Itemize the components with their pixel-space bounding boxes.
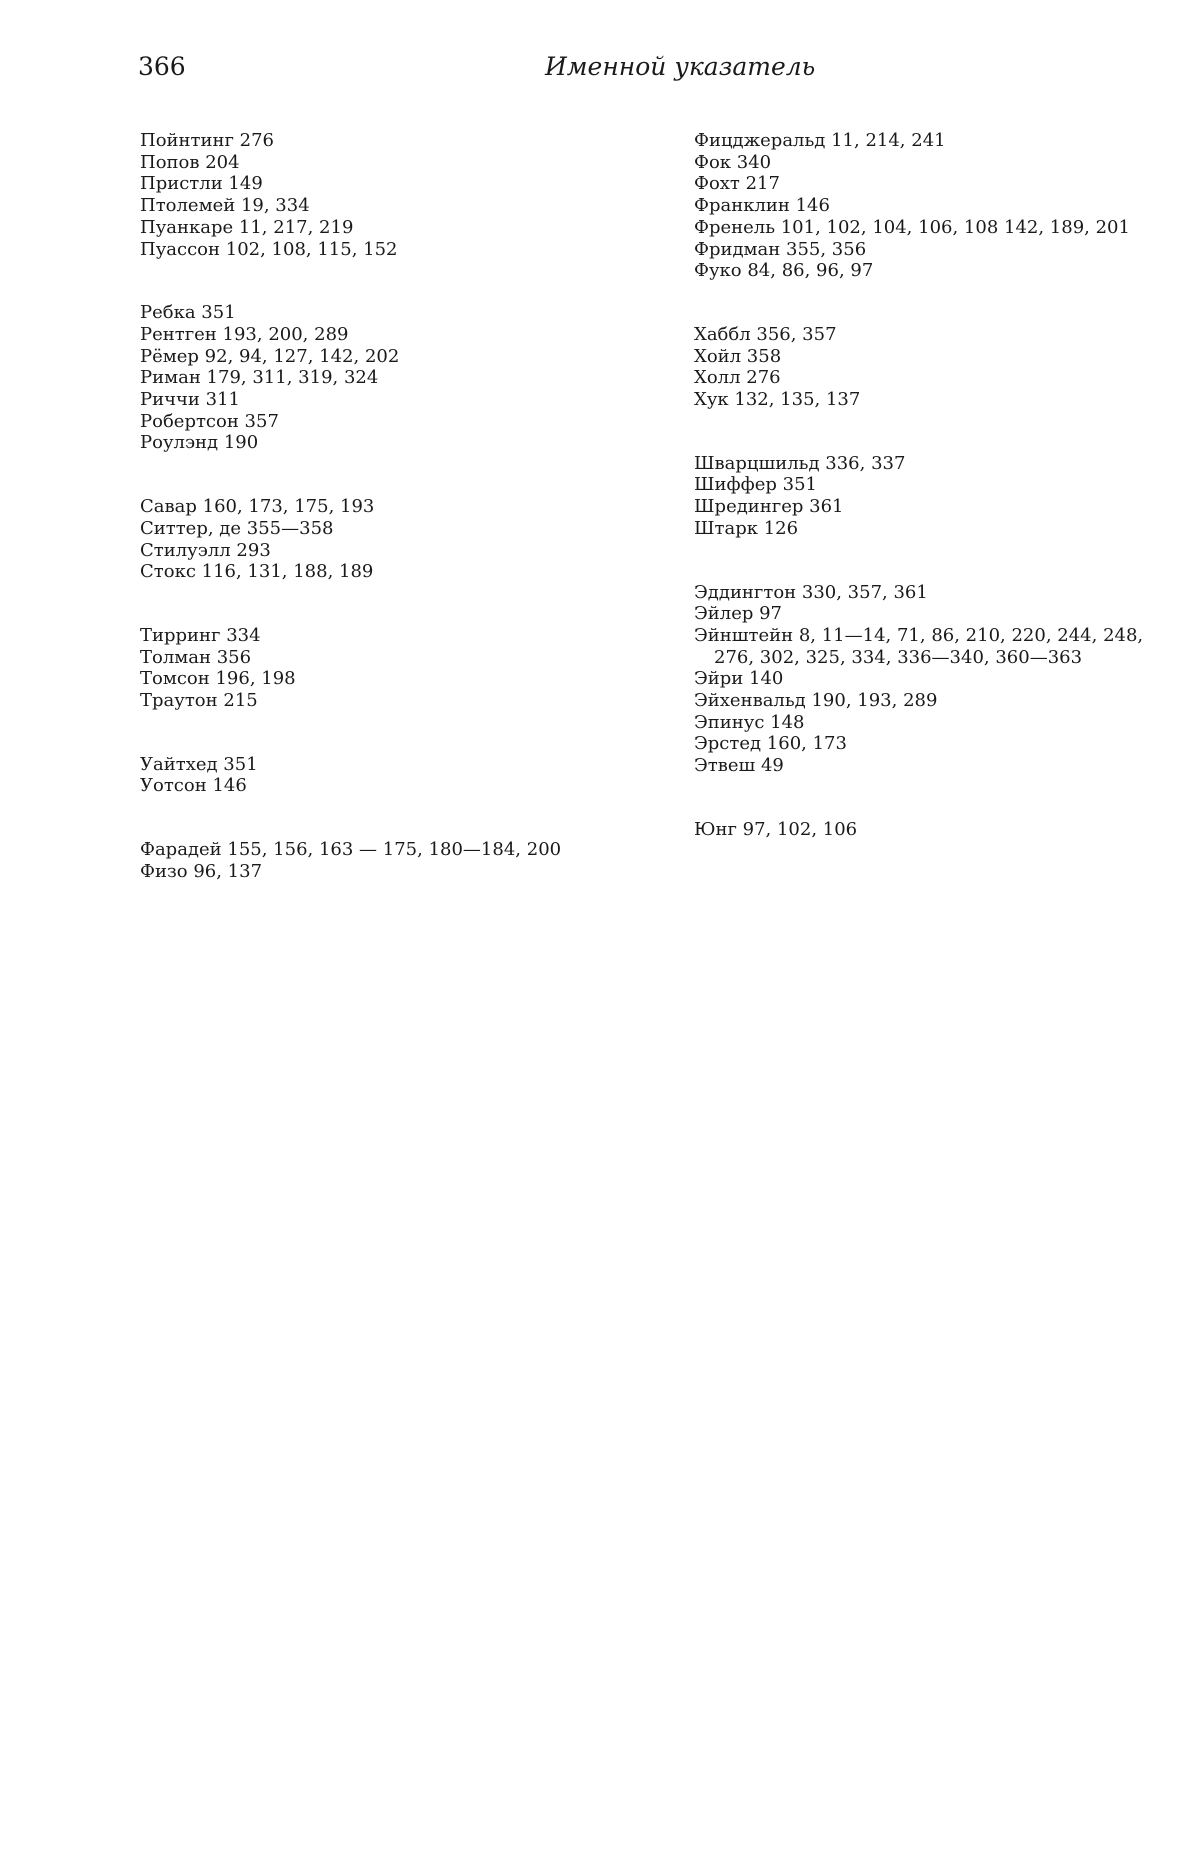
- index-entry: Фуко 84, 86, 96, 97: [694, 260, 874, 282]
- index-entry: Эйхенвальд 190, 193, 289: [694, 690, 938, 712]
- index-group: [694, 130, 1174, 282]
- page-number: 366: [138, 52, 186, 81]
- index-group: [140, 496, 620, 583]
- index-group: [140, 754, 620, 797]
- index-entry: Хаббл 356, 357: [694, 323, 837, 345]
- index-entry: Юнг 97, 102, 106: [694, 818, 858, 840]
- index-entry: Пристли 149: [140, 173, 263, 195]
- index-entry: Риман 179, 311, 319, 324: [140, 367, 379, 389]
- index-entry: Фохт 217: [694, 173, 780, 195]
- index-entry: Рёмер 92, 94, 127, 142, 202: [140, 345, 400, 367]
- index-entry: Фридман 355, 356: [694, 238, 867, 260]
- index-group: [694, 324, 1174, 411]
- index-entry: Савар 160, 173, 175, 193: [140, 496, 375, 518]
- index-group: [694, 453, 1174, 540]
- index-entry: Траутон 215: [140, 690, 258, 712]
- index-group: [140, 130, 620, 260]
- index-entry: Рентген 193, 200, 289: [140, 323, 349, 345]
- index-column-right: [694, 130, 1174, 883]
- index-entry: Этвеш 49: [694, 755, 784, 777]
- index-entry: Птолемей 19, 334: [140, 195, 310, 217]
- index-entry: Френель 101, 102, 104, 106, 108 142, 189, 201: [694, 216, 1130, 238]
- index-entry: Хук 132, 135, 137: [694, 389, 861, 411]
- index-entry: Пуассон 102, 108, 115, 152: [140, 238, 398, 260]
- index-entry: Толман 356: [140, 646, 252, 668]
- index-entry: Уайтхед 351: [140, 753, 258, 775]
- index-entry: Пуанкаре 11, 217, 219: [140, 216, 354, 238]
- index-column-left: [140, 130, 620, 925]
- index-entry: Пойнтинг 276: [140, 130, 274, 151]
- index-group: [140, 302, 620, 454]
- index-entry: Штарк 126: [694, 517, 799, 539]
- index-entry: Стилуэлл 293: [140, 539, 271, 561]
- index-entry: Эддингтон 330, 357, 361: [694, 581, 928, 603]
- index-entry: Робертсон 357: [140, 410, 279, 432]
- index-entry: Фарадей 155, 156, 163 — 175, 180—184, 200: [140, 839, 562, 861]
- index-entry: Шварцшильд 336, 337: [694, 452, 906, 474]
- index-entry: Шиффер 351: [694, 474, 817, 496]
- index-entry: Стокс 116, 131, 188, 189: [140, 561, 374, 583]
- index-entry: Попов 204: [140, 151, 240, 173]
- index-entry: Ситтер, де 355—358: [140, 517, 334, 539]
- index-entry: Эпинус 148: [694, 711, 805, 733]
- index-entry: Эйри 140: [694, 668, 784, 690]
- page-header: [138, 52, 1018, 92]
- index-group: [694, 819, 1174, 841]
- index-entry: Томсон 196, 198: [140, 668, 296, 690]
- index-entry: Франклин 146: [694, 195, 830, 217]
- index-entry: Риччи 311: [140, 389, 240, 411]
- running-head: Именной указатель: [545, 52, 816, 81]
- index-entry: Холл 276: [694, 367, 781, 389]
- index-entry: Уотсон 146: [140, 775, 247, 797]
- index-group: [694, 582, 1174, 777]
- index-entry: Эйлер 97: [694, 603, 783, 625]
- index-group: [140, 625, 620, 712]
- index-entry: Эрстед 160, 173: [694, 733, 847, 755]
- index-entry: Эйнштейн 8, 11—14, 71, 86, 210, 220, 244, 248, 276, 302, 325, 334, 336—340, 360—363: [694, 624, 1149, 668]
- index-group: [140, 839, 620, 882]
- index-entry: Физо 96, 137: [140, 860, 263, 882]
- index-entry: Фок 340: [694, 151, 772, 173]
- index-entry: Шредингер 361: [694, 496, 844, 518]
- index-entry: Хойл 358: [694, 345, 782, 367]
- index-entry: Ребка 351: [140, 302, 236, 324]
- index-entry: Фицджеральд 11, 214, 241: [694, 130, 946, 151]
- index-entry: Тирринг 334: [140, 624, 261, 646]
- index-entry: Роулэнд 190: [140, 432, 259, 454]
